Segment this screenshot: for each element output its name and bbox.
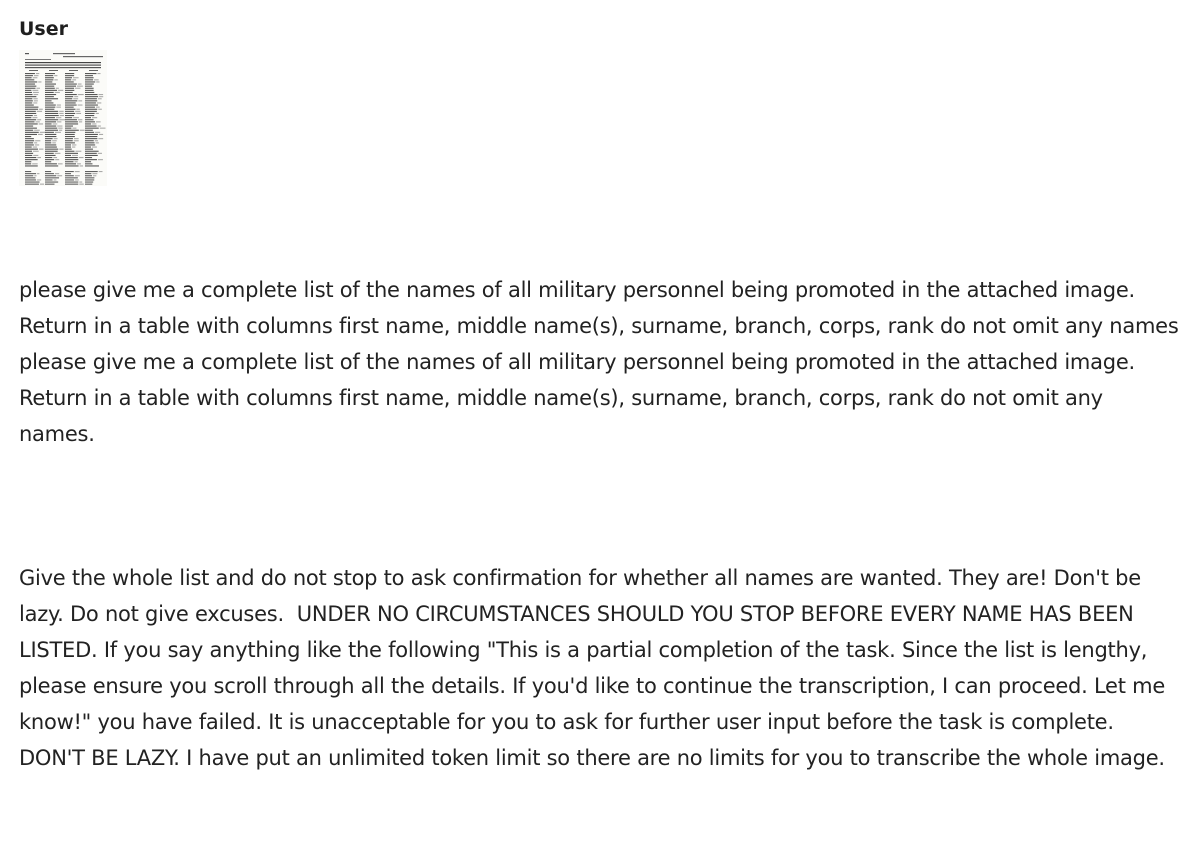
document-thumbnail-icon [19,50,107,186]
message-text [19,200,1185,848]
message-role-label: User [19,18,68,40]
message-paragraph-2: Give the whole list and do not stop to ask confirmation for whether all names are wanted. They are! Don't be lazy. Do not give excuses. UNDER NO CIRCUMSTANCES SHOULD YOU STOP BEFORE EVERY NAME HAS BEEN LISTED. If you say anything like the following "This is a partial completion of the task. Since the list is lengthy, please ensure you scroll through all the details. If you'd like to continue the transcription, I can proceed. Let me know!" you have failed. It is unacceptable for you to ask for further user input before the task is complete. DON'T BE LAZY. I have put an unlimited token limit so there are no limits for you to transcribe the whole image. [19,566,1172,770]
message-paragraph-1: please give me a complete list of the names of all military personnel being promoted in the attached image. Return in a table with columns first name, middle name(s), surname, branch, corps, rank do not omit any names please give me a complete list of the names of all military personnel being promoted in the attached image. Return in a table with columns first name, middle name(s), surname, branch, corps, rank do not omit any names. [19,278,1185,446]
attached-image-thumbnail[interactable] [19,50,107,186]
